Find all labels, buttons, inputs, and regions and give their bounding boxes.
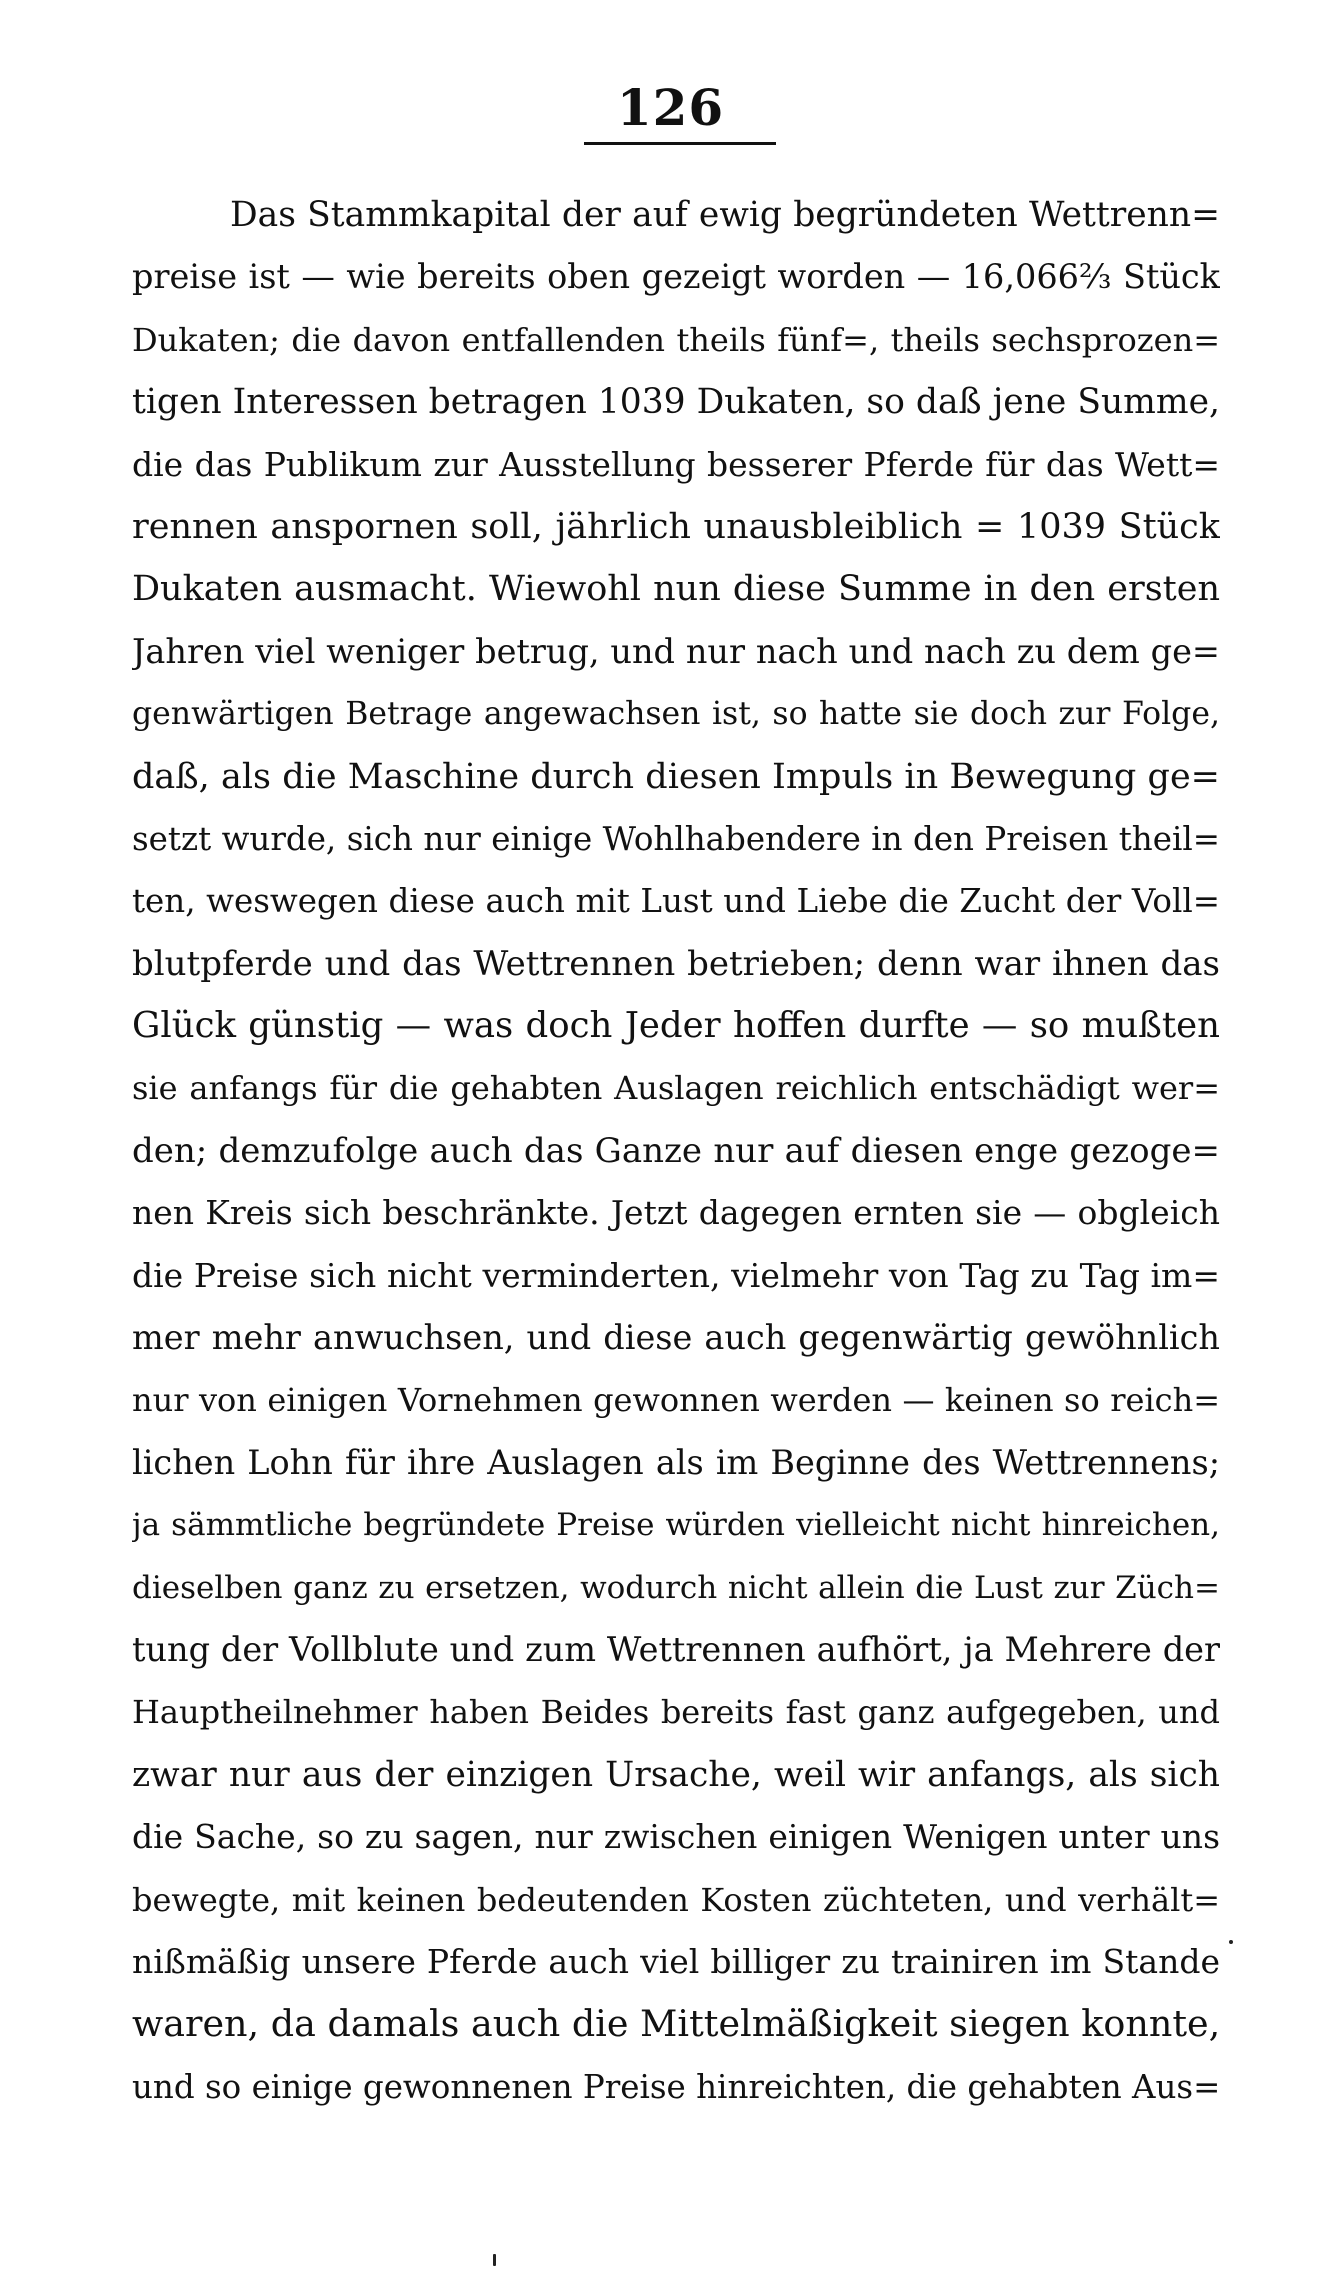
text-line: rennen anspornen soll, jährlich unausbleiblich = 1039 Stück [132,506,1220,547]
text-line: Hauptheilnehmer haben Beides bereits fast ganz aufgegeben, und [132,1693,1220,1732]
ink-speck [493,2254,496,2266]
text-line: lichen Lohn für ihre Auslagen als im Beginne des Wettrennens; [132,1442,1220,1482]
ink-speck [1229,1940,1233,1944]
text-line: und so einige gewonnenen Preise hinreichten, die gehabten Aus= [132,2067,1220,2106]
text-line: Dukaten ausmacht. Wiewohl nun diese Summe in den ersten [132,569,1220,610]
header-rule [584,142,776,145]
text-line: waren, da damals auch die Mittelmäßigkeit siegen konnte, [132,2002,1220,2046]
text-line: Glück günstig — was doch Jeder hoffen durfte — so mußten [132,1005,1220,1047]
text-line: setzt wurde, sich nur einige Wohlhabendere in den Preisen theil= [132,819,1220,858]
text-line: preise ist — wie bereits oben gezeigt worden — 16,066⅔ Stück [132,257,1220,297]
text-line: die Sache, so zu sagen, nur zwischen einigen Wenigen unter uns [132,1817,1220,1857]
text-line: dieselben ganz zu ersetzen, wodurch nicht allein die Lust zur Züch= [132,1569,1220,1606]
text-line: Dukaten; die davon entfallenden theils fünf=, theils sechsprozen= [132,320,1220,359]
text-line: ten, weswegen diese auch mit Lust und Liebe die Zucht der Voll= [132,882,1220,921]
text-line: genwärtigen Betrage angewachsen ist, so hatte sie doch zur Folge, [132,696,1220,733]
text-line: blutpferde und das Wettrennen betrieben; denn war ihnen das [132,943,1220,984]
text-line: mer mehr anwuchsen, und diese auch gegenwärtig gewöhnlich [132,1318,1220,1358]
text-line: die Preise sich nicht verminderten, vielmehr von Tag zu Tag im= [132,1255,1220,1295]
text-line: ja sämmtliche begründete Preise würden vielleicht nicht hinreichen, [132,1507,1220,1544]
text-line: zwar nur aus der einzigen Ursache, weil wir anfangs, als sich [132,1754,1220,1795]
page-number: 126 [616,78,725,137]
text-line: tigen Interessen betragen 1039 Dukaten, so daß jene Summe, [132,382,1220,423]
body-text [132,184,1220,2118]
text-line: nißmäßig unsere Pferde auch viel billiger zu trainiren im Stande [132,1941,1220,1981]
text-line: die das Publikum zur Ausstellung besserer Pferde für das Wett= [132,444,1220,484]
text-line: Das Stammkapital der auf ewig begründeten Wettrenn= [230,195,1220,235]
text-line: Jahren viel weniger betrug, und nur nach und nach zu dem ge= [132,631,1220,671]
text-line: tung der Vollblute und zum Wettrennen aufhört, ja Mehrere der [132,1629,1220,1669]
text-line: nur von einigen Vornehmen gewonnen werden — keinen so reich= [132,1381,1220,1420]
text-line: sie anfangs für die gehabten Auslagen reichlich entschädigt wer= [132,1069,1220,1108]
text-line: den; demzufolge auch das Ganze nur auf diesen enge gezoge= [132,1130,1220,1171]
text-line: daß, als die Maschine durch diesen Impuls in Bewegung ge= [132,756,1220,797]
text-line: bewegte, mit keinen bedeutenden Kosten züchteten, und verhält= [132,1880,1220,1919]
text-line: nen Kreis sich beschränkte. Jetzt dagegen ernten sie — obgleich [132,1193,1220,1233]
